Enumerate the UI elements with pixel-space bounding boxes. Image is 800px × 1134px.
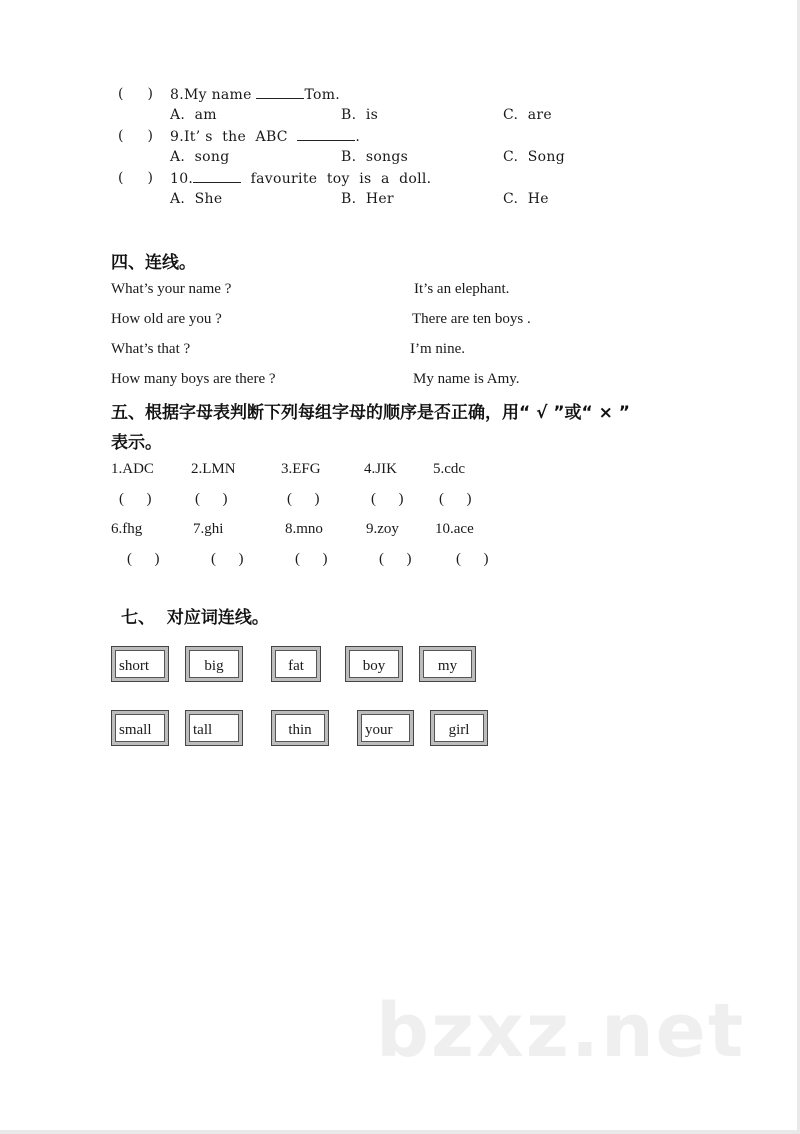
word-box-tall[interactable] [185, 710, 243, 746]
word-label: your [361, 714, 410, 742]
option-a: A. am [170, 107, 217, 123]
option-a: A. song [170, 149, 230, 165]
question-text: . [355, 129, 361, 145]
letter-group-7: 7.ghi [193, 521, 224, 537]
option-b: B. Her [341, 191, 394, 207]
word-label: fat [275, 650, 317, 678]
word-label: short [115, 650, 165, 678]
word-box-small[interactable] [111, 710, 169, 746]
option-a: A. She [170, 191, 223, 207]
match-left-4: How many boys are there ? [111, 371, 276, 387]
letter-group-1: 1.ADC [111, 461, 154, 477]
letter-group-8: 8.mno [285, 521, 323, 537]
letter-group-9: 9.zoy [366, 521, 399, 537]
option-b: B. is [341, 107, 379, 123]
section-7-title: 七、 对应词连线。 [121, 608, 269, 628]
word-box-my[interactable] [419, 646, 476, 682]
letter-group-10: 10.ace [435, 521, 474, 537]
letter-group-6: 6.fhg [111, 521, 143, 537]
letter-group-3: 3.EFG [281, 461, 321, 477]
letter-group-5: 5.cdc [433, 461, 466, 477]
answer-paren-8[interactable]: ( ) [295, 551, 328, 567]
answer-paren-2[interactable]: ( ) [195, 491, 228, 507]
match-left-3: What’s that ? [111, 341, 191, 357]
answer-paren-1[interactable]: ( ) [119, 491, 152, 507]
option-c: C. He [503, 191, 549, 207]
section-4-title: 四、连线。 [111, 253, 196, 273]
word-box-fat[interactable] [271, 646, 321, 682]
option-b: B. songs [341, 149, 409, 165]
answer-blank [256, 86, 304, 99]
answer-blank [297, 128, 355, 141]
word-label: tall [189, 714, 239, 742]
question-8-stem [170, 86, 340, 103]
match-left-2: How old are you ? [111, 311, 222, 327]
word-label: boy [349, 650, 399, 678]
question-10-stem [170, 170, 431, 187]
match-left-1: What’s your name ? [111, 281, 232, 297]
word-label: big [189, 650, 239, 678]
answer-paren-5[interactable]: ( ) [439, 491, 472, 507]
answer-blank [193, 170, 241, 183]
question-text: My name [183, 87, 257, 103]
question-text: favourite toy is a doll. [241, 171, 432, 187]
word-box-girl[interactable] [430, 710, 488, 746]
question-10-paren: ( ) [118, 170, 154, 186]
section-5-title-line2: 表示。 [111, 433, 162, 453]
word-label: my [423, 650, 472, 678]
answer-paren-4[interactable]: ( ) [371, 491, 404, 507]
letter-group-2: 2.LMN [191, 461, 236, 477]
word-label: girl [434, 714, 484, 742]
word-box-boy[interactable] [345, 646, 403, 682]
question-8-paren: ( ) [118, 86, 154, 102]
answer-paren-6[interactable]: ( ) [127, 551, 160, 567]
question-number: 10. [170, 171, 194, 187]
question-text: Tom. [304, 87, 341, 103]
section-5-title-line1: 五、根据字母表判断下列每组字母的顺序是否正确，用“ √ ”或“ × ” [111, 403, 630, 423]
option-c: C. Song [503, 149, 565, 165]
watermark: bzxz.net [376, 988, 746, 1074]
question-number: 9. [170, 129, 184, 145]
word-box-big[interactable] [185, 646, 243, 682]
answer-paren-3[interactable]: ( ) [287, 491, 320, 507]
word-label: small [115, 714, 165, 742]
match-right-4: My name is Amy. [413, 371, 520, 387]
question-9-paren: ( ) [118, 128, 154, 144]
word-box-your[interactable] [357, 710, 414, 746]
word-box-short[interactable] [111, 646, 169, 682]
question-number: 8. [170, 87, 184, 103]
word-box-thin[interactable] [271, 710, 329, 746]
match-right-1: It’s an elephant. [414, 281, 510, 297]
answer-paren-7[interactable]: ( ) [211, 551, 244, 567]
answer-paren-10[interactable]: ( ) [456, 551, 489, 567]
word-label: thin [275, 714, 325, 742]
match-right-3: I’m nine. [410, 341, 465, 357]
question-text: It’ s the ABC [183, 129, 298, 145]
answer-paren-9[interactable]: ( ) [379, 551, 412, 567]
match-right-2: There are ten boys . [412, 311, 531, 327]
question-9-stem [170, 128, 360, 145]
option-c: C. are [503, 107, 552, 123]
letter-group-4: 4.JIK [364, 461, 397, 477]
